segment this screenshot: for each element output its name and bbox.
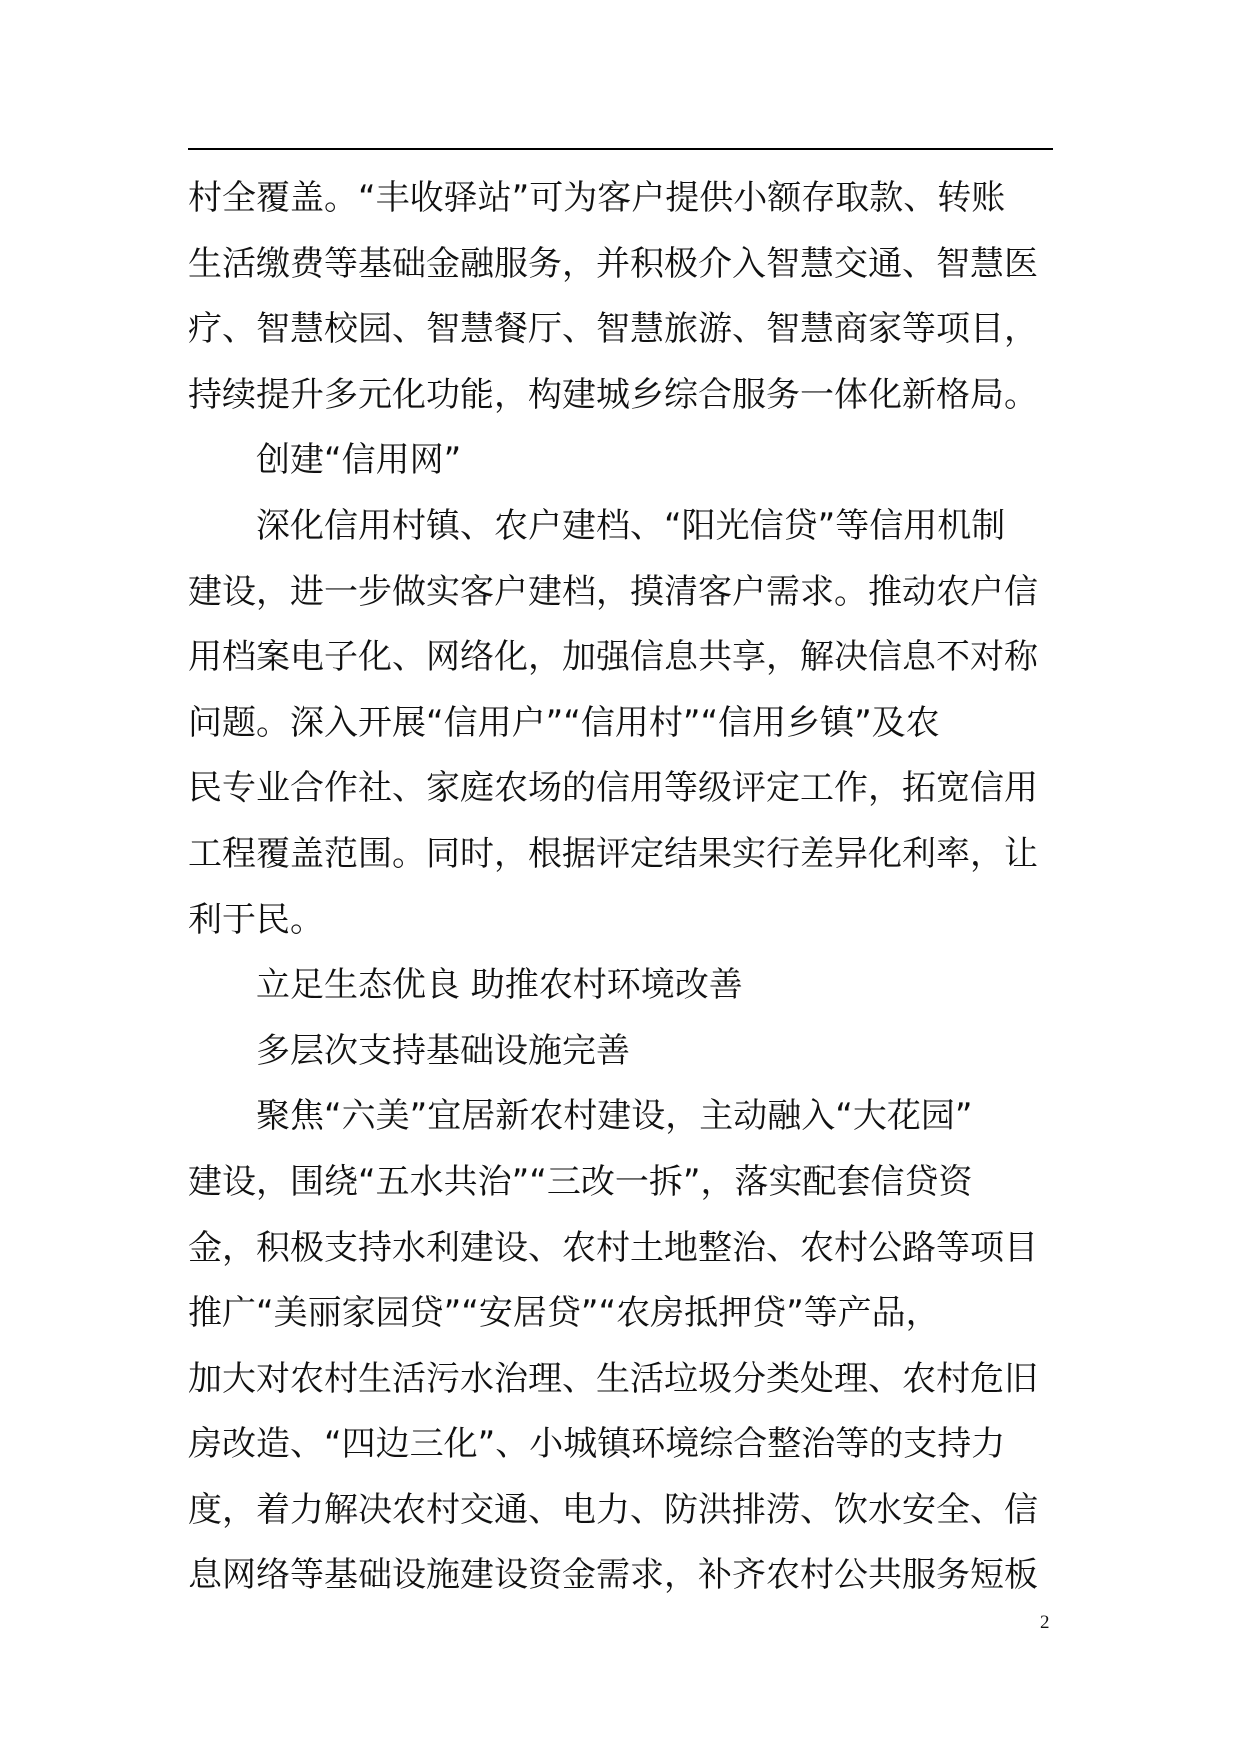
text-line: 疗、智慧校园、智慧餐厅、智慧旅游、智慧商家等项目， (188, 309, 1038, 350)
section-heading: 多层次支持基础设施完善 (256, 1030, 630, 1071)
page-number: 2 (1040, 1612, 1050, 1633)
text-line: 问题。深入开展“信用户”“信用村”“信用乡镇”及农 (188, 702, 940, 743)
text-line: 民专业合作社、家庭农场的信用等级评定工作，拓宽信用 (188, 768, 1038, 809)
text-line: 村全覆盖。“丰收驿站”可为客户提供小额存取款、转账 (188, 178, 1006, 218)
text-line: 用档案电子化、网络化，加强信息共享，解决信息不对称 (188, 637, 1038, 678)
text-line: 建设，围绕“五水共治”“三改一拆”，落实配套信贷资 (188, 1161, 973, 1202)
section-heading: 立足生态优良 助推农村环境改善 (256, 965, 743, 1006)
text-line: 深化信用村镇、农户建档、“阳光信贷”等信用机制 (256, 505, 1006, 546)
text-line: 加大对农村生活污水治理、生活垃圾分类处理、农村危旧 (188, 1358, 1038, 1399)
section-heading: 创建“信用网” (256, 440, 462, 481)
text-line: 息网络等基础设施建设资金需求，补齐农村公共服务短板 (188, 1555, 1038, 1596)
text-line: 生活缴费等基础金融服务，并积极介入智慧交通、智慧医 (188, 243, 1038, 284)
text-line: 度，着力解决农村交通、电力、防洪排涝、饮水安全、信 (188, 1489, 1038, 1530)
text-line: 推广“美丽家园贷”“安居贷”“农房抵押贷”等产品， (188, 1293, 940, 1334)
text-line: 建设，进一步做实客户建档，摸清客户需求。推动农户信 (188, 571, 1038, 612)
header-rule (188, 148, 1053, 150)
text-line: 工程覆盖范围。同时，根据评定结果实行差异化利率，让 (188, 833, 1038, 874)
text-line: 利于民。 (188, 899, 324, 940)
body-text (188, 166, 1068, 1609)
text-line: 聚焦“六美”宜居新农村建设，主动融入“大花园” (256, 1096, 973, 1137)
text-line: 金，积极支持水利建设、农村土地整治、农村公路等项目 (188, 1227, 1038, 1268)
text-line: 持续提升多元化功能，构建城乡综合服务一体化新格局。 (188, 374, 1038, 415)
text-line: 房改造、“四边三化”、小城镇环境综合整治等的支持力 (188, 1424, 1006, 1465)
